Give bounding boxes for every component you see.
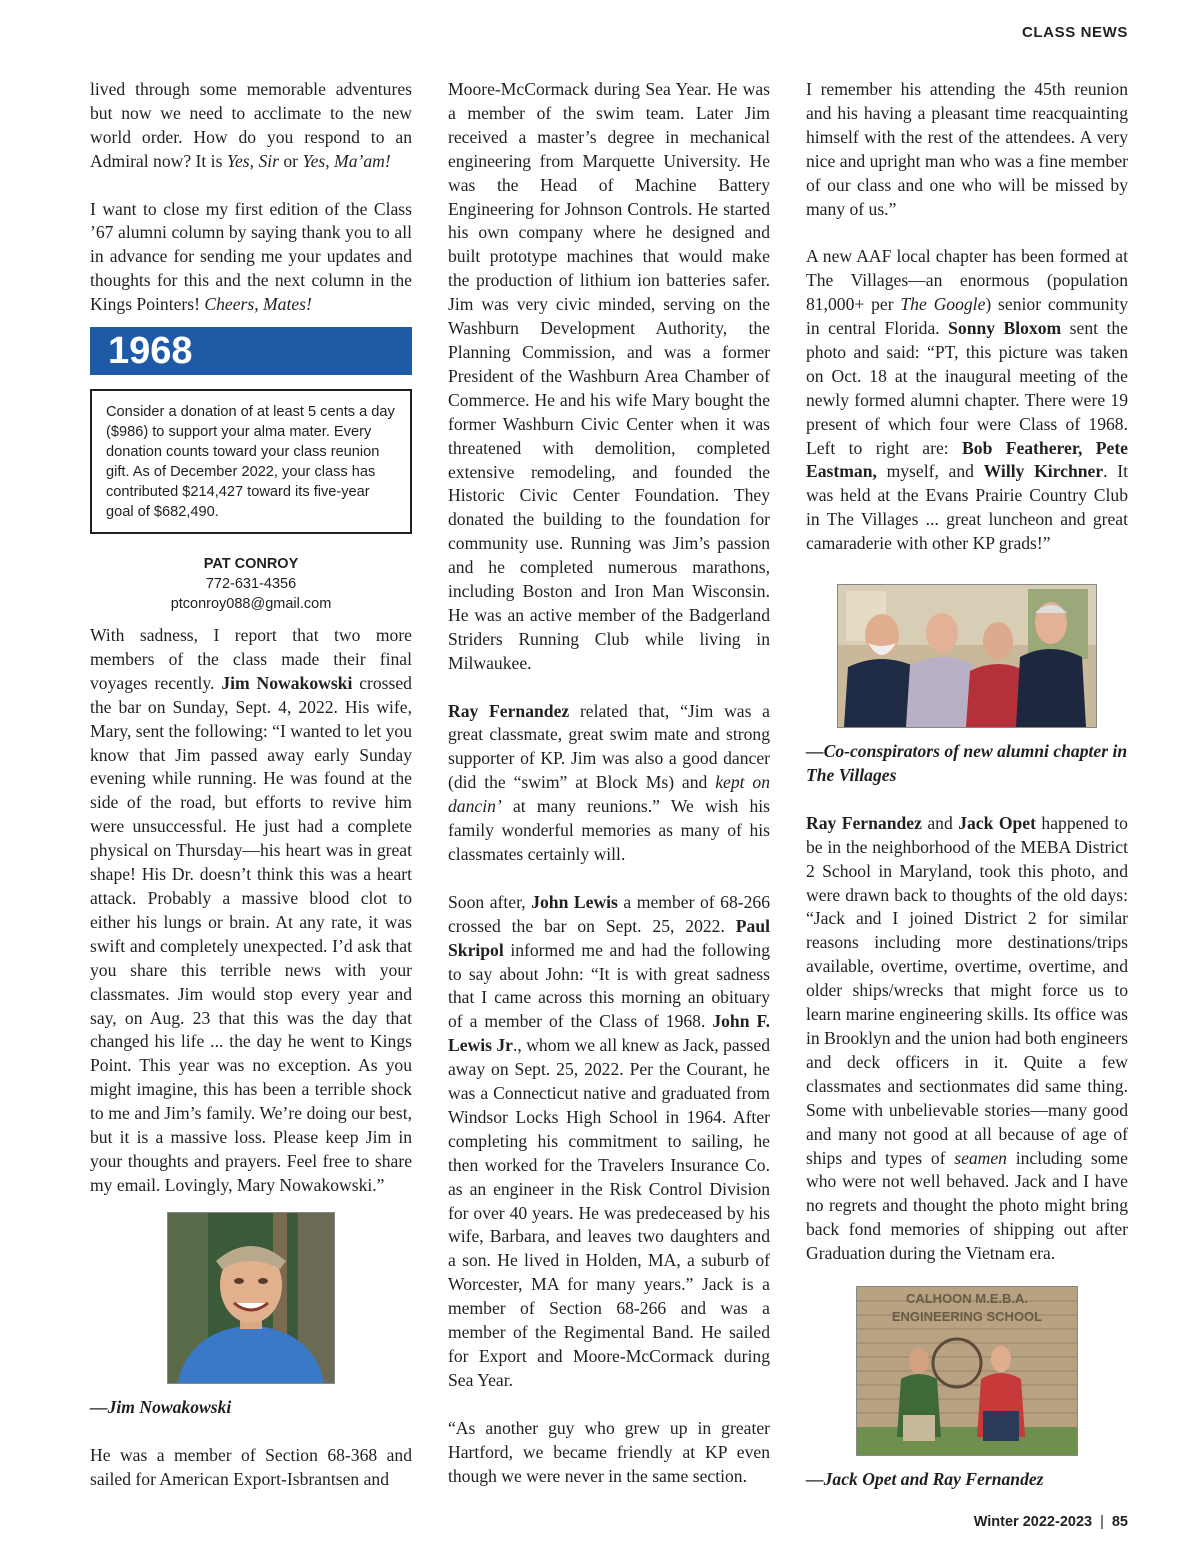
paragraph: Soon after, John Lewis a member of 68-266 crossed the bar on Sept. 25, 2022. Paul Skripol informed me and had the following to say about John: “It is with great sadness that I came across this morning an obituary of a member of the Class of 1968. John F. Lewis Jr., whom we all knew as Jack, passed away on Sept. 25, 2022. Per the Courant, he was a Connecticut native and graduated from Windsor Locks High School in 1964. After completing his commitment to sailing, he then worked for the Travelers Insurance Co. as an engineer in the Risk Control Division for over 40 years. He was predeceased by his wife, Barbara, and leaves two daughters and a son. He lived in Holden, MA, a suburb of Worcester, MA for many years.” Jack is a member of Section 68-266 and was a member of the Regimental Band. He sailed for Export and Moore-McCormack during Sea Year. — [448, 891, 771, 1390]
contact-phone: 772-631-4356 — [205, 576, 297, 593]
photo-caption: —Co-conspirators of new alumni chapter in The Villages — [806, 741, 1128, 786]
paragraph: I want to close my first edition of the Class ’67 alumni column by saying thank you to all in advance for sending me your updates and thoughts for this and the next column in the Kings Pointers! Cheers, Mates! — [90, 198, 412, 315]
column-2 — [448, 78, 770, 1488]
donation-box: Consider a donation of at least 5 cents a day ($986) to support your alma mater. Every donation counts toward your class reunion gift. As of December 2022, your class has contributed $214,427 toward its five-year goal of $682,490. — [90, 389, 412, 534]
column-3 — [806, 78, 1128, 1516]
sign-text: ENGINEERING SCHOOL — [891, 1308, 1043, 1324]
paragraph: Moore-McCormack during Sea Year. He was a member of the swim team. Later Jim received a master’s degree in mechanical engineering from Marquette University. He was the Head of Machine Battery Engineering for Johnson Controls. He started his own company where he designed and built prototype machines that would make the production of lithium ion batteries safer. Jim was very civic minded, serving on the Washburn Development Authority, the Planning Commission, and was a former President of the Washburn Area Chamber of Commerce. He and his wife Mary bought the former Washburn Civic Center when it was threatened with demolition, completed extensive remodeling, and founded the Historic Civic Center Foundation. They donated the building to the foundation for community use. Running was Jim’s passion and he completed numerous marathons, including Boston and Iron Man Wisconsin. He was an active member of the Badgerland Striders Running Club while living in Milwaukee. — [448, 79, 770, 673]
paragraph: I remember his attending the 45th reunion and his having a pleasant time reacquainting himself with the rest of the attendees. A very nice and upright man who was a fine member of our class and one who will be missed by many of us.” — [806, 79, 1128, 219]
paragraph: Ray Fernandez related that, “Jim was a great classmate, great swim mate and strong supporter of KP. Jim was also a good dancer (did the “swim” at Block Ms) and kept on dancin’ at many reunions.” We wish his family wonderful memories as many of his classmates certainly will. — [448, 700, 771, 864]
photo-villages-chapter — [837, 584, 1097, 728]
page-number: 85 — [1111, 1514, 1128, 1530]
photo-caption: —Jack Opet and Ray Fernandez — [806, 1468, 1044, 1489]
page-footer — [974, 1514, 1128, 1530]
paragraph: He was a member of Section 68-368 and sailed for American Export-Isbrantsen and — [90, 1444, 412, 1489]
column-1 — [90, 78, 412, 1491]
sign-text: CALHOON M.E.B.A. — [905, 1290, 1029, 1306]
paragraph: Ray Fernandez and Jack Opet happened to be in the neighborhood of the MEBA District 2 School in Maryland, took this photo, and were drawn back to thoughts of the old days: “Jack and I joined District 2 for similar reasons including more destinations/trips available, overtime, overtime, overtime, and older ships/wrecks that might force us to learn marine engineering skills. Its office was in Brooklyn and the union had both engineers and deck officers in it. Quite a few classmates and sectionmates did same thing. Some with unbelievable stories—many good and many not good at all because of age of ships and types of seamen including some who were not well behaved. Jack and I have no regrets and thought the photo might bring back fond memories of shipping out after Graduation during the Vietnam era. — [806, 812, 1129, 1264]
paragraph: With sadness, I report that two more members of the class made their final voyages recently. Jim Nowakowski crossed the bar on Sunday, Sept. 4, 2022. His wife, Mary, sent the following: “I wanted to let you know that Jim passed away early Sunday evening while running. He was found at the side of the road, but efforts to revive him were unsuccessful. He just had a complete physical on Thursday—his heart was in great shape! His Dr. doesn’t think this was a heart attack. Probably a massive blood clot to either his lungs or brain. At any rate, it was swift and completely unexpected. I’d ask that you share this terrible news with your classmates. Jim would stop every year and say, on Aug. 23 that this was the day that changed his life ... the day he went to Kings Point. This year was no exception. As you might imagine, this has been a terrible shock to me and Jim’s family. We’re doing our best, but it is a massive loss. Please keep Jim in your thoughts and prayers. Feel free to share my email. Lovingly, Mary Nowakowski.” — [90, 625, 412, 1195]
photo-caption: —Jim Nowakowski — [90, 1396, 232, 1417]
year-banner: 1968 — [90, 327, 412, 375]
photo-meba-school — [856, 1286, 1078, 1456]
section-label: CLASS NEWS — [1021, 24, 1128, 41]
contact-name: PAT CONROY — [203, 556, 299, 573]
footer-separator: | — [1100, 1514, 1104, 1530]
class-contact — [90, 554, 412, 614]
paragraph: lived through some memorable adventures but now we need to acclimate to the new world order. How do you respond to an Admiral now? It is Yes, Sir or Yes, Ma’am! — [90, 79, 412, 171]
paragraph: “As another guy who grew up in greater Hartford, we became friendly at KP even though we were never in the same section. — [448, 1417, 770, 1486]
issue-label: Winter 2022-2023 — [973, 1514, 1093, 1530]
paragraph: A new AAF local chapter has been formed at The Villages—an enormous (population 81,000+ per The Google) senior community in central Florida. Sonny Bloxom sent the photo and said: “PT, this picture was taken on Oct. 18 at the inaugural meeting of the newly formed alumni chapter. There were 19 present of which four were Class of 1968. Left to right are: Bob Featherer, Pete Eastman, myself, and Willy Kirchner. It was held at the Evans Prairie Country Club in The Villages ... great luncheon and great camaraderie with other KP grads!” — [806, 246, 1128, 554]
photo-jim-nowakowski — [167, 1212, 335, 1384]
contact-email[interactable]: ptconroy088@gmail.com — [170, 596, 332, 613]
